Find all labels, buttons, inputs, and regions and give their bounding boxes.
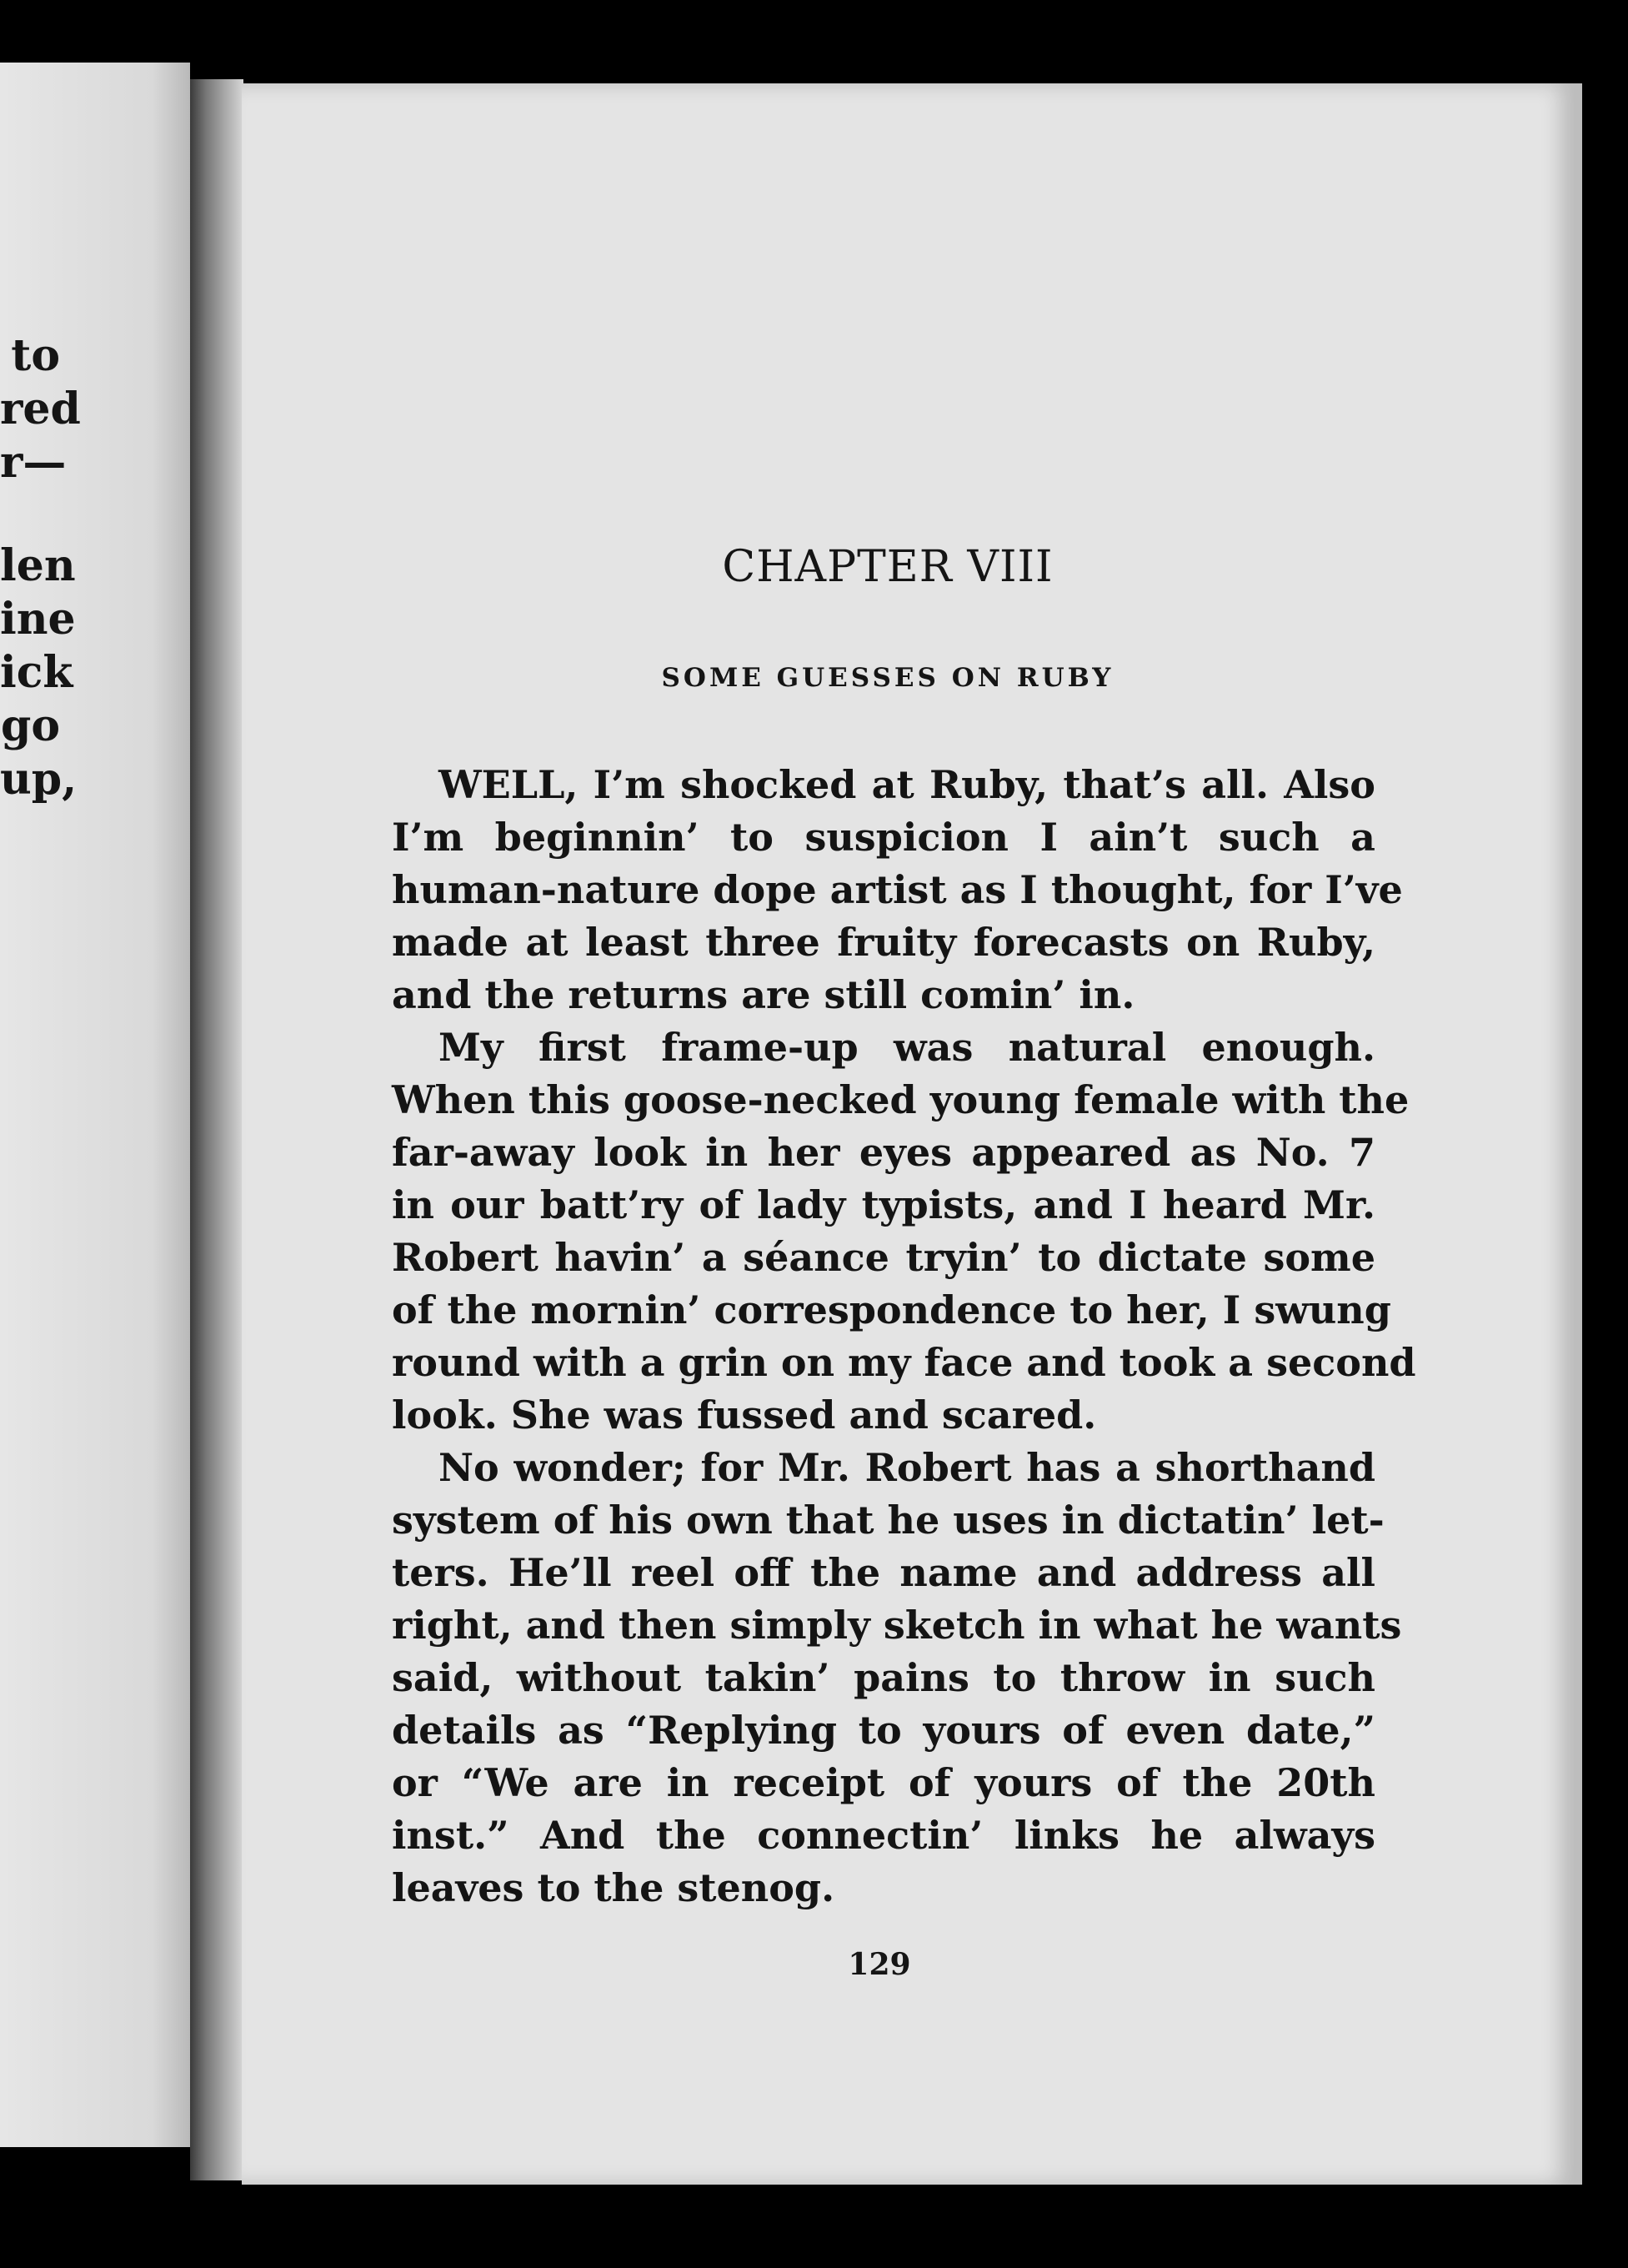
text-line: details as “Replying to yours of even date,” xyxy=(392,1708,1375,1753)
text-line: made at least three fruity forecasts on Ruby, xyxy=(392,920,1375,965)
text-line: and the returns are still comin’ in. xyxy=(392,972,1135,1017)
text-line: round with a grin on my face and took a second xyxy=(392,1340,1416,1385)
page-number: 129 xyxy=(848,1947,911,1982)
text-line: Robert havin’ a séance tryin’ to dictate some xyxy=(392,1235,1375,1280)
fragment-line: go xyxy=(0,700,60,751)
text-line: WELL, I’m shocked at Ruby, that’s all. Also xyxy=(438,762,1375,807)
fragment-line: red xyxy=(0,384,81,434)
page-edge xyxy=(1574,83,1582,2185)
body-text xyxy=(392,759,1416,1914)
text-line: When this goose-necked young female with the xyxy=(392,1077,1410,1122)
book-gutter-shadow xyxy=(190,79,243,2180)
text-line: I’m beginnin’ to suspicion I ain’t such a xyxy=(392,815,1375,860)
text-line: No wonder; for Mr. Robert has a shorthand xyxy=(438,1445,1375,1490)
fragment-gap xyxy=(0,489,60,539)
fragment-line: r— xyxy=(0,437,67,488)
text-line: or “We are in receipt of yours of the 20th xyxy=(392,1760,1375,1805)
text-line: human-nature dope artist as I thought, for I’ve xyxy=(392,867,1403,912)
fragment-line: ick xyxy=(0,647,73,698)
chapter-heading: CHAPTER VIII xyxy=(722,542,1054,592)
text-line: right, and then simply sketch in what he wants xyxy=(392,1603,1402,1648)
text-line: My first frame-up was natural enough. xyxy=(438,1025,1375,1070)
text-line: ters. He’ll reel off the name and address all xyxy=(392,1550,1375,1595)
text-line: of the mornin’ correspondence to her, I swung xyxy=(392,1287,1391,1332)
fragment-line: len xyxy=(0,540,76,591)
fragment-line: ine xyxy=(0,594,76,645)
facing-page-text-fragments xyxy=(0,329,81,806)
text-line: said, without takin’ pains to throw in such xyxy=(392,1655,1375,1700)
fragment-line: to xyxy=(11,330,60,381)
fragment-line: up, xyxy=(0,754,78,805)
chapter-title: SOME GUESSES ON RUBY xyxy=(661,663,1115,693)
text-line: in our batt’ry of lady typists, and I heard Mr. xyxy=(392,1182,1375,1227)
text-line: inst.” And the connectin’ links he always xyxy=(392,1813,1375,1858)
text-line: far-away look in her eyes appeared as No. 7 xyxy=(392,1130,1375,1175)
text-line: look. She was fussed and scared. xyxy=(392,1392,1097,1438)
text-line: leaves to the stenog. xyxy=(392,1865,835,1910)
text-line: system of his own that he uses in dictatin’ let- xyxy=(392,1498,1385,1543)
